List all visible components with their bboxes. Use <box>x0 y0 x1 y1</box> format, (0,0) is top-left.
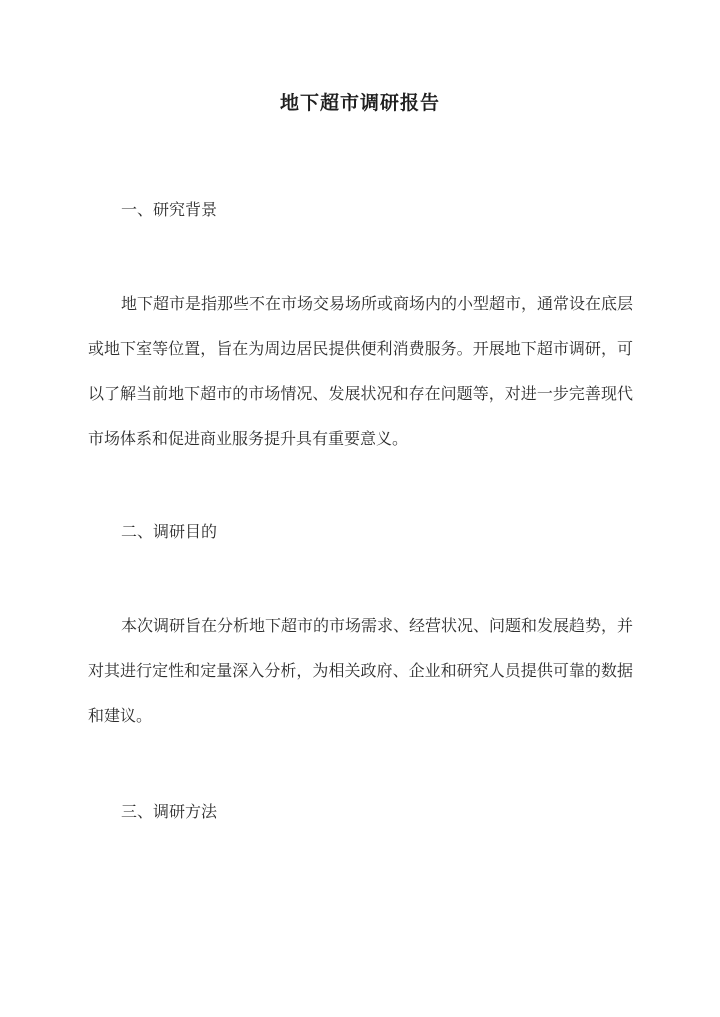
section-heading-method: 三、调研方法 <box>121 802 218 821</box>
section-paragraph-purpose: 本次调研旨在分析地下超市的市场需求、经营状况、问题和发展趋势，并对其进行定性和定量深入分析，为相关政府、企业和研究人员提供可靠的数据和建议。 <box>88 616 634 725</box>
section-heading-background: 一、研究背景 <box>121 200 218 219</box>
document-title: 地下超市调研报告 <box>279 92 440 114</box>
section-paragraph-background: 地下超市是指那些不在市场交易场所或商场内的小型超市，通常设在底层或地下室等位置，旨在为周边居民提供便利消费服务。开展地下超市调研，可以了解当前地下超市的市场情况、发展状况和存在问题等，对进一步完善现代市场体系和促进商业服务提升具有重要意义。 <box>88 294 634 448</box>
section-heading-purpose: 二、调研目的 <box>121 522 218 541</box>
